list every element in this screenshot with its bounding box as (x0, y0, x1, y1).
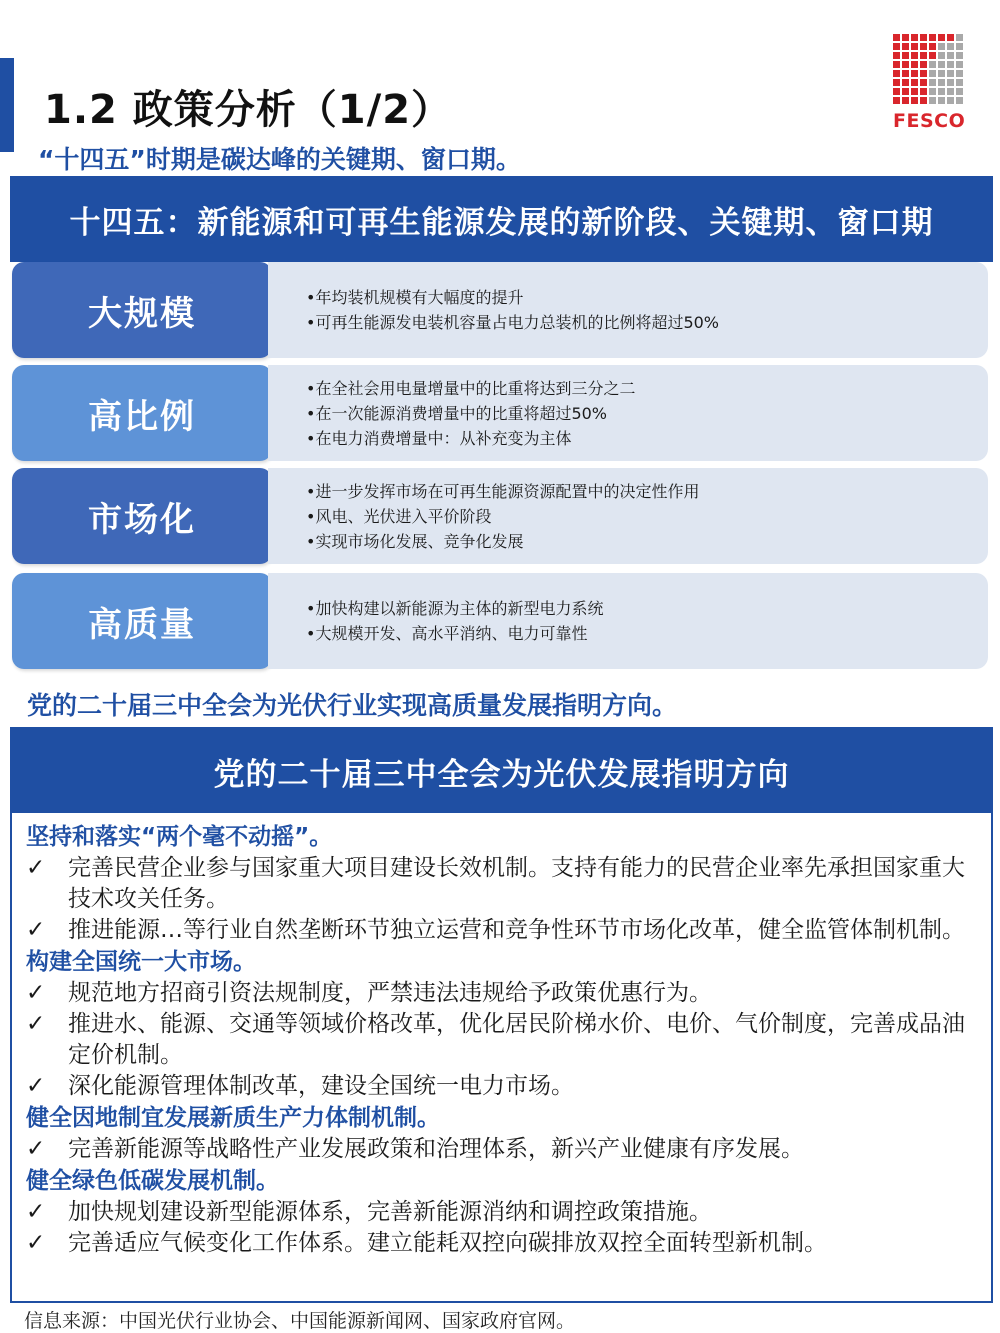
logo-square (911, 61, 918, 68)
list-item-text: 完善民营企业参与国家重大项目建设长效机制。支持有能力的民营企业率先承担国家重大技术攻关任务。 (68, 855, 965, 912)
check-icon: ✓ (26, 1230, 46, 1256)
row-point: •加快构建以新能源为主体的新型电力系统 (306, 599, 604, 618)
logo-square (929, 43, 936, 50)
row-high-quality (12, 573, 988, 669)
source-note: 信息来源：中国光伏行业协会、中国能源新闻网、国家政府官网。 (24, 1310, 576, 1332)
logo-square (956, 34, 963, 41)
logo-square (938, 43, 945, 50)
logo-square (947, 79, 954, 86)
check-icon: ✓ (26, 980, 46, 1006)
logo-square (929, 52, 936, 59)
list-item (26, 1009, 981, 1071)
logo-square (893, 88, 900, 95)
logo-square (893, 70, 900, 77)
logo-square (911, 97, 918, 104)
logo-square (947, 52, 954, 59)
list-item (26, 1071, 981, 1102)
logo-square (902, 88, 909, 95)
section-heading: 健全绿色低碳发展机制。 (26, 1168, 279, 1194)
list-item-text: 推进水、能源、交通等领域价格改革，优化居民阶梯水价、电价、气价制度，完善成品油定价机制。 (68, 1011, 965, 1068)
list-item (26, 1197, 981, 1228)
logo-square (947, 70, 954, 77)
logo-square (920, 70, 927, 77)
logo-square (920, 97, 927, 104)
check-icon: ✓ (26, 1073, 46, 1099)
row-label: 高质量 (12, 573, 272, 669)
list-item-text: 深化能源管理体制改革，建设全国统一电力市场。 (68, 1073, 574, 1099)
section-heading: 坚持和落实“两个毫不动摇”。 (26, 824, 333, 850)
row-label: 高比例 (12, 365, 272, 461)
list-item (26, 1228, 981, 1259)
logo-square (920, 52, 927, 59)
logo-square (902, 97, 909, 104)
logo-square (956, 70, 963, 77)
list-item-text: 加快规划建设新型能源体系，完善新能源消纳和调控政策措施。 (68, 1199, 712, 1225)
logo-square (929, 88, 936, 95)
check-icon: ✓ (26, 1011, 46, 1037)
logo-square (947, 88, 954, 95)
check-icon: ✓ (26, 855, 46, 881)
logo-square (956, 88, 963, 95)
logo-square (956, 97, 963, 104)
logo-square (911, 52, 918, 59)
logo-square (938, 79, 945, 86)
logo-square (902, 43, 909, 50)
fesco-logo (893, 34, 973, 132)
five-year-plan-panel (10, 176, 993, 674)
row-point: •风电、光伏进入平价阶段 (306, 506, 492, 526)
logo-square (938, 97, 945, 104)
list-item-text: 规范地方招商引资法规制度，严禁违法违规给予政策优惠行为。 (68, 980, 712, 1006)
row-point: •可再生能源发电装机容量占电力总装机的比例将超过50% (306, 313, 720, 332)
logo-square (938, 61, 945, 68)
logo-square (920, 61, 927, 68)
logo-square (902, 70, 909, 77)
logo-square (956, 79, 963, 86)
logo-square (893, 97, 900, 104)
row-body (268, 365, 988, 461)
logo-square (938, 34, 945, 41)
logo-square (956, 52, 963, 59)
list-item (26, 853, 981, 915)
logo-square (920, 79, 927, 86)
logo-square (947, 97, 954, 104)
logo-square (929, 97, 936, 104)
logo-square (929, 61, 936, 68)
logo-square (911, 70, 918, 77)
logo-square (911, 79, 918, 86)
list-item (26, 915, 981, 946)
logo-square (893, 43, 900, 50)
check-icon: ✓ (26, 917, 46, 943)
fesco-logo-text: FESCO (893, 110, 966, 132)
title-accent-bar (0, 58, 14, 152)
plenum-direction-panel (10, 727, 993, 1303)
row-label: 大规模 (12, 262, 272, 358)
logo-square (920, 88, 927, 95)
check-icon: ✓ (26, 1136, 46, 1162)
logo-square (902, 52, 909, 59)
logo-square (893, 52, 900, 59)
logo-square (902, 61, 909, 68)
logo-square (956, 43, 963, 50)
row-point: •在一次能源消费增量中的比重将超过50% (306, 403, 608, 423)
section-subtitle-2: 党的二十届三中全会为光伏行业实现高质量发展指明方向。 (27, 691, 678, 720)
logo-square (947, 61, 954, 68)
row-point: •年均装机规模有大幅度的提升 (306, 288, 524, 307)
row-large-scale (12, 262, 988, 358)
logo-square (893, 34, 900, 41)
logo-square (920, 34, 927, 41)
logo-square (893, 79, 900, 86)
row-point: •实现市场化发展、竞争化发展 (306, 531, 524, 551)
plenum-direction-content (26, 821, 981, 1259)
list-item (26, 978, 981, 1009)
logo-square (911, 43, 918, 50)
row-point: •在全社会用电量增量中的比重将达到三分之二 (306, 378, 636, 398)
page-title: 1.2 政策分析（1/2） (44, 87, 453, 133)
check-icon: ✓ (26, 1199, 46, 1225)
section-heading: 健全因地制宜发展新质生产力体制机制。 (26, 1105, 440, 1131)
row-point: •进一步发挥市场在可再生能源资源配置中的决定性作用 (306, 481, 700, 501)
row-body (268, 468, 988, 564)
logo-square (902, 79, 909, 86)
logo-square (920, 43, 927, 50)
five-year-plan-heading: 十四五：新能源和可再生能源发展的新阶段、关键期、窗口期 (10, 176, 993, 262)
row-label: 市场化 (12, 468, 272, 564)
list-item-text: 完善新能源等战略性产业发展政策和治理体系，新兴产业健康有序发展。 (68, 1136, 804, 1162)
logo-square (938, 88, 945, 95)
row-body (268, 573, 988, 669)
logo-square (947, 43, 954, 50)
logo-square (938, 70, 945, 77)
logo-square (893, 61, 900, 68)
row-point: •大规模开发、高水平消纳、电力可靠性 (306, 624, 588, 643)
logo-square (929, 34, 936, 41)
list-item-text: 推进能源…等行业自然垄断环节独立运营和竞争性环节市场化改革，健全监管体制机制。 (68, 917, 965, 943)
logo-square (929, 70, 936, 77)
logo-square (956, 61, 963, 68)
plenum-direction-heading: 党的二十届三中全会为光伏发展指明方向 (12, 729, 991, 813)
row-marketization (12, 468, 988, 564)
section-heading: 构建全国统一大市场。 (26, 949, 256, 975)
logo-square (911, 34, 918, 41)
logo-square (929, 79, 936, 86)
fesco-logo-grid-icon (893, 34, 973, 104)
list-item-text: 完善适应气候变化工作体系。建立能耗双控向碳排放双控全面转型新机制。 (68, 1230, 827, 1256)
logo-square (938, 52, 945, 59)
row-body (268, 262, 988, 358)
list-item (26, 1134, 981, 1165)
section-subtitle-1: “十四五”时期是碳达峰的关键期、窗口期。 (38, 145, 521, 174)
logo-square (911, 88, 918, 95)
row-point: •在电力消费增量中：从补充变为主体 (306, 428, 572, 448)
logo-square (947, 34, 954, 41)
row-high-proportion (12, 365, 988, 461)
logo-square (902, 34, 909, 41)
